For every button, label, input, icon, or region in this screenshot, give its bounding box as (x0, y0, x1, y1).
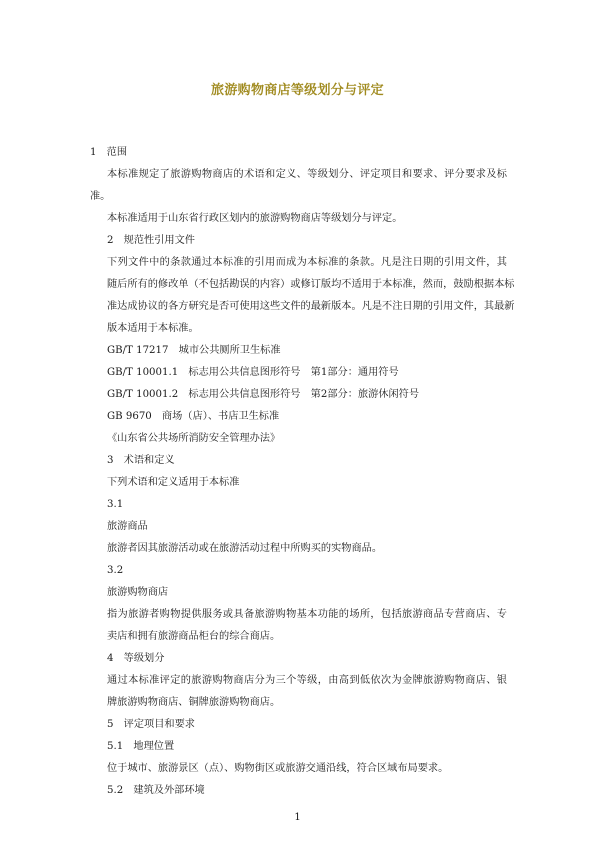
paragraph-line: 下列文件中的条款通过本标准的引用而成为本标准的条款。凡是注日期的引用文件，其 (107, 257, 507, 268)
term-name: 旅游商品 (107, 521, 148, 532)
section-heading-scope: 1 范围 (90, 147, 128, 158)
paragraph-line: 牌旅游购物商店、铜牌旅游购物商店。 (107, 697, 281, 708)
reference-item: GB/T 10001.2 标志用公共信息图形符号 第2部分：旅游休闲符号 (107, 389, 420, 400)
section-heading-evaluation: 5 评定项目和要求 (107, 719, 195, 730)
reference-item: GB 9670 商场（店）、书店卫生标准 (107, 411, 280, 422)
subsection-heading: 5.2 建筑及外部环境 (107, 785, 205, 796)
subsection-heading: 5.1 地理位置 (107, 741, 175, 752)
section-heading-grading: 4 等级划分 (107, 653, 165, 664)
paragraph-line: 本标准适用于山东省行政区划内的旅游购物商店等级划分与评定。 (107, 213, 403, 224)
term-definition: 旅游者因其旅游活动或在旅游活动过程中所购买的实物商品。 (107, 543, 383, 554)
reference-item: GB/T 10001.1 标志用公共信息图形符号 第1部分：通用符号 (107, 367, 399, 378)
reference-item: GB/T 17217 城市公共厕所卫生标准 (107, 345, 281, 356)
document-title: 旅游购物商店等级划分与评定 (211, 83, 384, 98)
term-name: 旅游购物商店 (107, 587, 169, 598)
section-heading-normative-references: 2 规范性引用文件 (107, 235, 195, 246)
paragraph-line: 下列术语和定义适用于本标准 (107, 477, 240, 488)
paragraph-line: 随后所有的修改单（不包括勘误的内容）或修订版均不适用于本标准，然而，鼓励根据本标 (107, 279, 515, 290)
paragraph-line: 版本适用于本标准。 (107, 323, 199, 334)
paragraph-line: 位于城市、旅游景区（点）、购物街区或旅游交通沿线，符合区域布局要求。 (107, 763, 449, 774)
term-definition: 卖店和拥有旅游商品柜台的综合商店。 (107, 631, 281, 642)
term-definition: 指为旅游者购物提供服务或具备旅游购物基本功能的场所，包括旅游商品专营商店、专 (107, 609, 507, 620)
reference-item: 《山东省公共场所消防安全管理办法》 (107, 433, 281, 444)
section-heading-terms: 3 术语和定义 (107, 455, 175, 466)
paragraph-line: 准。 (90, 191, 111, 202)
term-number: 3.1 (107, 499, 124, 510)
paragraph-line: 本标准规定了旅游购物商店的术语和定义、等级划分、评定项目和要求、评分要求及标 (107, 169, 507, 180)
term-number: 3.2 (107, 565, 124, 576)
paragraph-line: 通过本标准评定的旅游购物商店分为三个等级，由高到低依次为金牌旅游购物商店、银 (107, 675, 507, 686)
paragraph-line: 准达成协议的各方研究是否可使用这些文件的最新版本。凡是不注日期的引用文件，其最新 (107, 301, 515, 312)
page-number: 1 (294, 812, 301, 823)
